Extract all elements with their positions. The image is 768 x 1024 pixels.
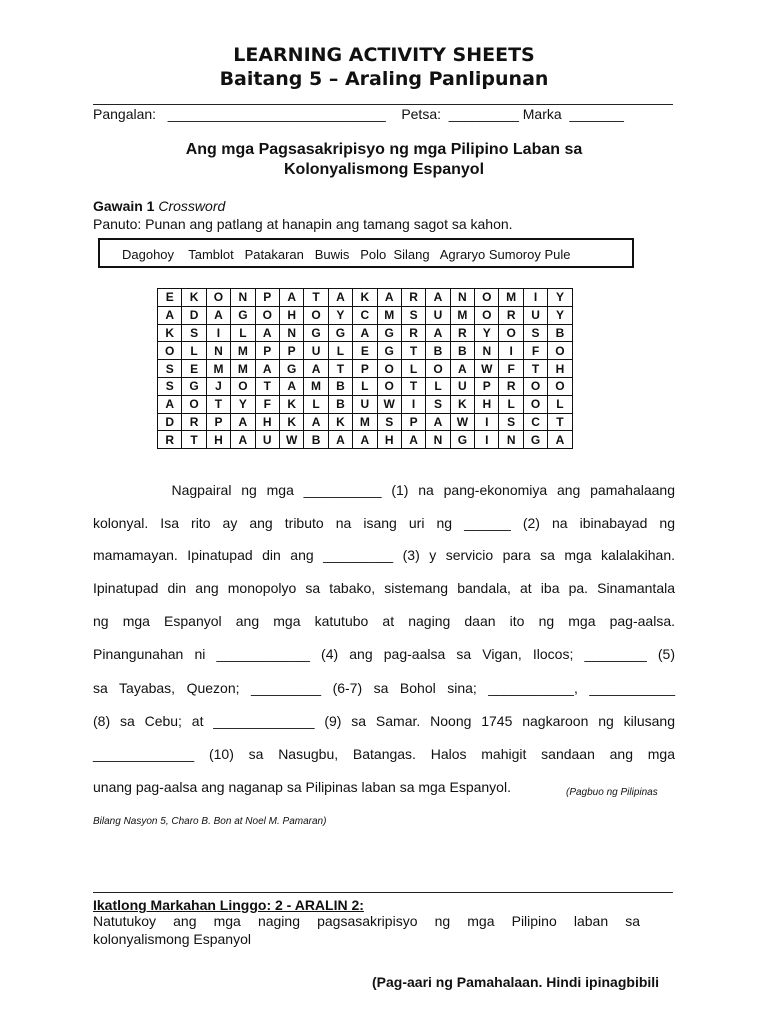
grid-cell[interactable]: C	[523, 413, 547, 431]
citation-part1: (Pagbuo ng Pilipinas	[566, 787, 658, 798]
grid-cell[interactable]: W	[475, 360, 499, 378]
grid-cell[interactable]: L	[499, 395, 523, 413]
grid-cell[interactable]: A	[353, 324, 377, 342]
week-label: Ikatlong Markahan Linggo: 2 - ARALIN 2:	[93, 897, 364, 913]
grid-cell[interactable]: A	[401, 431, 425, 449]
grid-cell[interactable]: R	[158, 431, 182, 449]
grid-cell[interactable]: A	[279, 377, 303, 395]
grid-cell[interactable]: B	[426, 342, 450, 360]
grid-cell[interactable]: E	[158, 289, 182, 307]
activity-label: Gawain 1	[93, 198, 155, 214]
grid-cell[interactable]: A	[450, 360, 474, 378]
grid-cell[interactable]: F	[255, 395, 279, 413]
grid-cell[interactable]: A	[255, 324, 279, 342]
grid-row	[158, 431, 573, 449]
grid-cell[interactable]: L	[353, 377, 377, 395]
grid-cell[interactable]: O	[426, 360, 450, 378]
word-bank-text: Dagohoy Tamblot Patakaran Buwis Polo Silang Agraryo Sumoroy Pule	[122, 247, 571, 262]
grid-cell[interactable]: G	[231, 306, 255, 324]
grid-cell[interactable]: S	[426, 395, 450, 413]
grid-cell[interactable]: W	[450, 413, 474, 431]
grid-cell[interactable]: K	[158, 324, 182, 342]
grid-cell[interactable]: A	[206, 306, 230, 324]
date-field[interactable]: _________	[448, 106, 519, 122]
grid-cell[interactable]: A	[231, 413, 255, 431]
grid-row	[158, 306, 573, 324]
grid-cell[interactable]: P	[475, 377, 499, 395]
name-field[interactable]: ____________________________	[167, 106, 386, 122]
grid-cell[interactable]: G	[182, 377, 206, 395]
grid-cell[interactable]: J	[206, 377, 230, 395]
lesson-title-line1: Ang mga Pagsasakripisyo ng mga Pilipino Laban sa	[185, 141, 583, 158]
grid-cell[interactable]: O	[377, 377, 401, 395]
grid-cell[interactable]: U	[255, 431, 279, 449]
grid-cell[interactable]: L	[231, 324, 255, 342]
paragraph-line: mamamayan. Ipinatupad din ang _________ (3) y servicio para sa mga kalalakihan.	[93, 547, 675, 563]
grid-cell[interactable]: S	[158, 377, 182, 395]
grid-cell[interactable]: T	[523, 360, 547, 378]
grid-cell[interactable]: B	[328, 377, 352, 395]
grid-row	[158, 413, 573, 431]
paragraph-line: Nagpairal ng mga __________ (1) na pang-ekonomiya ang pamahalaang	[93, 482, 675, 498]
grid-cell[interactable]: G	[328, 324, 352, 342]
grid-cell[interactable]: H	[475, 395, 499, 413]
grid-cell[interactable]: S	[523, 324, 547, 342]
grid-cell[interactable]: A	[426, 324, 450, 342]
grid-cell[interactable]: H	[377, 431, 401, 449]
grid-cell[interactable]: O	[206, 289, 230, 307]
grid-cell[interactable]: E	[353, 342, 377, 360]
grid-cell[interactable]: H	[206, 431, 230, 449]
grid-cell[interactable]: O	[548, 342, 572, 360]
grid-cell[interactable]: A	[353, 431, 377, 449]
grid-cell[interactable]: G	[377, 342, 401, 360]
grid-cell[interactable]: D	[158, 413, 182, 431]
grid-cell[interactable]: K	[353, 289, 377, 307]
objective-line1: Natutukoy ang mga naging pagsasakripisyo ng mga Pilipino laban sa	[93, 913, 640, 929]
grid-cell[interactable]: C	[353, 306, 377, 324]
grid-cell[interactable]: U	[426, 306, 450, 324]
grid-cell[interactable]: O	[182, 395, 206, 413]
paragraph-line: Pinangunahan ni ____________ (4) ang pag-aalsa sa Vigan, Ilocos; ________ (5)	[93, 646, 675, 662]
grid-cell[interactable]: L	[328, 342, 352, 360]
grid-cell[interactable]: B	[304, 431, 328, 449]
grid-cell[interactable]: O	[377, 360, 401, 378]
grid-cell[interactable]: R	[182, 413, 206, 431]
grid-cell[interactable]: A	[304, 360, 328, 378]
grid-cell[interactable]: M	[206, 360, 230, 378]
grid-cell[interactable]: T	[182, 431, 206, 449]
paragraph-line: sa Tayabas, Quezon; _________ (6-7) sa Bohol sina; ___________, ___________	[93, 680, 675, 696]
grid-cell[interactable]: A	[279, 289, 303, 307]
activity-heading	[93, 198, 225, 214]
grid-cell[interactable]: M	[450, 306, 474, 324]
grid-cell[interactable]: H	[279, 306, 303, 324]
grid-cell[interactable]: S	[499, 413, 523, 431]
grid-row	[158, 360, 573, 378]
paragraph-line: (8) sa Cebu; at _____________ (9) sa Samar. Noong 1745 nagkaroon ng kilusang	[93, 713, 675, 729]
grid-cell[interactable]: G	[450, 431, 474, 449]
grid-cell[interactable]: F	[523, 342, 547, 360]
grid-cell[interactable]: E	[182, 360, 206, 378]
grid-cell[interactable]: Y	[548, 289, 572, 307]
grid-row	[158, 377, 573, 395]
paragraph-line: unang pag-aalsa ang naganap sa Pilipinas laban sa mga Espanyol.	[93, 779, 511, 795]
grid-cell[interactable]: G	[304, 324, 328, 342]
grid-row	[158, 342, 573, 360]
grid-cell[interactable]: W	[377, 395, 401, 413]
grid-cell[interactable]: T	[255, 377, 279, 395]
paragraph-line: _____________ (10) sa Nasugbu, Batangas. Halos mahigit sandaan ang mga	[93, 746, 675, 762]
lesson-title-line2: Kolonyalismong Espanyol	[283, 161, 485, 178]
grid-cell[interactable]: S	[401, 306, 425, 324]
sheet-subtitle: Baitang 5 – Araling Panlipunan	[219, 68, 549, 90]
grid-cell[interactable]: U	[353, 395, 377, 413]
name-label: Pangalan:	[93, 106, 157, 122]
citation-part2: Bilang Nasyon 5, Charo B. Bon at Noel M. Pamaran)	[93, 816, 327, 827]
grid-cell[interactable]: P	[255, 289, 279, 307]
grid-cell[interactable]: K	[279, 395, 303, 413]
grid-cell[interactable]: I	[499, 342, 523, 360]
grid-cell[interactable]: O	[499, 324, 523, 342]
grid-cell[interactable]: A	[231, 431, 255, 449]
grid-cell[interactable]: M	[231, 360, 255, 378]
grid-cell[interactable]: M	[499, 289, 523, 307]
grid-cell[interactable]: N	[475, 342, 499, 360]
grid-cell[interactable]: R	[401, 324, 425, 342]
grid-cell[interactable]: A	[328, 431, 352, 449]
date-label: Petsa:	[401, 106, 442, 122]
grid-cell[interactable]: H	[548, 360, 572, 378]
grid-cell[interactable]: A	[255, 360, 279, 378]
grid-cell[interactable]: K	[450, 395, 474, 413]
grid-cell[interactable]: Y	[328, 306, 352, 324]
grid-cell[interactable]: N	[426, 431, 450, 449]
grid-cell[interactable]: T	[548, 413, 572, 431]
word-bank-box	[98, 238, 634, 268]
grid-cell[interactable]: O	[475, 306, 499, 324]
grid-cell[interactable]: A	[426, 413, 450, 431]
grid-cell[interactable]: A	[158, 395, 182, 413]
grid-cell[interactable]: N	[499, 431, 523, 449]
grid-cell[interactable]: G	[523, 431, 547, 449]
grid-cell[interactable]: N	[450, 289, 474, 307]
activity-type: Crossword	[158, 198, 226, 214]
grid-cell[interactable]: P	[206, 413, 230, 431]
grid-cell[interactable]: T	[401, 342, 425, 360]
grid-cell[interactable]: U	[523, 306, 547, 324]
grid-cell[interactable]: A	[158, 306, 182, 324]
grid-cell[interactable]: Y	[475, 324, 499, 342]
paragraph-line: ng mga Espanyol ang mga katutubo at naging daan ito ng mga pag-aalsa.	[93, 613, 675, 629]
grid-cell[interactable]: R	[401, 289, 425, 307]
grid-cell[interactable]: K	[328, 413, 352, 431]
grid-cell[interactable]: M	[353, 413, 377, 431]
grid-cell[interactable]: N	[231, 289, 255, 307]
grid-cell[interactable]: O	[523, 395, 547, 413]
activity-instructions: Panuto: Punan ang patlang at hanapin ang tamang sagot sa kahon.	[93, 216, 513, 232]
grid-row	[158, 395, 573, 413]
grid-cell[interactable]: A	[328, 289, 352, 307]
grid-cell[interactable]: T	[401, 377, 425, 395]
grid-cell[interactable]: L	[401, 360, 425, 378]
ownership-note: (Pag-aari ng Pamahalaan. Hindi ipinagbibili	[372, 974, 660, 990]
grid-cell[interactable]: D	[182, 306, 206, 324]
grid-cell[interactable]: M	[304, 377, 328, 395]
grid-cell[interactable]: R	[450, 324, 474, 342]
grid-row	[158, 324, 573, 342]
grid-cell[interactable]: O	[475, 289, 499, 307]
grid-cell[interactable]: G	[377, 324, 401, 342]
grid-cell[interactable]: O	[158, 342, 182, 360]
word-search-grid	[157, 288, 573, 449]
paragraph-line: Ipinatupad din ang monopolyo sa tabako, sistemang bandala, at iba pa. Sinamantala	[93, 580, 675, 596]
grid-cell[interactable]: R	[499, 306, 523, 324]
divider-bottom	[93, 892, 673, 893]
grid-cell[interactable]: T	[328, 360, 352, 378]
grid-cell[interactable]: U	[304, 342, 328, 360]
grid-cell[interactable]: B	[328, 395, 352, 413]
grid-cell[interactable]: I	[523, 289, 547, 307]
grid-cell[interactable]: N	[279, 324, 303, 342]
grid-cell[interactable]: O	[523, 377, 547, 395]
student-info-row	[93, 106, 624, 122]
objective-line2: kolonyalismong Espanyol	[93, 931, 251, 947]
grid-cell[interactable]: F	[499, 360, 523, 378]
grid-cell[interactable]: K	[182, 289, 206, 307]
grid-cell[interactable]: M	[231, 342, 255, 360]
grid-cell[interactable]: T	[304, 289, 328, 307]
paragraph-line: kolonyal. Isa rito ay ang tributo na isang uri ng ______ (2) na ibinabayad ng	[93, 515, 675, 531]
grid-cell[interactable]: A	[426, 289, 450, 307]
grid-cell[interactable]: S	[158, 360, 182, 378]
grid-cell[interactable]: L	[182, 342, 206, 360]
grid-cell[interactable]: K	[279, 413, 303, 431]
grid-cell[interactable]: N	[206, 342, 230, 360]
grid-cell[interactable]: I	[206, 324, 230, 342]
grid-row	[158, 289, 573, 307]
grid-cell[interactable]: H	[255, 413, 279, 431]
grid-cell[interactable]: I	[475, 413, 499, 431]
divider-top	[93, 104, 673, 105]
grid-cell[interactable]: A	[548, 431, 572, 449]
grid-cell[interactable]: Y	[548, 306, 572, 324]
grid-cell[interactable]: W	[279, 431, 303, 449]
score-field[interactable]: _______	[569, 106, 624, 122]
grid-cell[interactable]: S	[182, 324, 206, 342]
grid-cell[interactable]: B	[450, 342, 474, 360]
grid-cell[interactable]: R	[499, 377, 523, 395]
grid-cell[interactable]: T	[206, 395, 230, 413]
grid-cell[interactable]: A	[377, 289, 401, 307]
grid-cell[interactable]: O	[548, 377, 572, 395]
grid-cell[interactable]: P	[255, 342, 279, 360]
score-label: Marka	[522, 106, 562, 122]
grid-cell[interactable]: O	[255, 306, 279, 324]
grid-cell[interactable]: M	[377, 306, 401, 324]
grid-cell[interactable]: U	[450, 377, 474, 395]
grid-cell[interactable]: P	[353, 360, 377, 378]
grid-cell[interactable]: I	[475, 431, 499, 449]
grid-cell[interactable]: Y	[231, 395, 255, 413]
grid-cell[interactable]: L	[426, 377, 450, 395]
grid-cell[interactable]: B	[548, 324, 572, 342]
grid-cell[interactable]: A	[304, 413, 328, 431]
grid-cell[interactable]: L	[304, 395, 328, 413]
grid-cell[interactable]: P	[279, 342, 303, 360]
grid-cell[interactable]: S	[377, 413, 401, 431]
grid-cell[interactable]: O	[231, 377, 255, 395]
grid-cell[interactable]: P	[401, 413, 425, 431]
grid-cell[interactable]: I	[401, 395, 425, 413]
sheet-title: LEARNING ACTIVITY SHEETS	[233, 44, 535, 66]
grid-cell[interactable]: L	[548, 395, 572, 413]
grid-cell[interactable]: O	[304, 306, 328, 324]
grid-cell[interactable]: G	[279, 360, 303, 378]
